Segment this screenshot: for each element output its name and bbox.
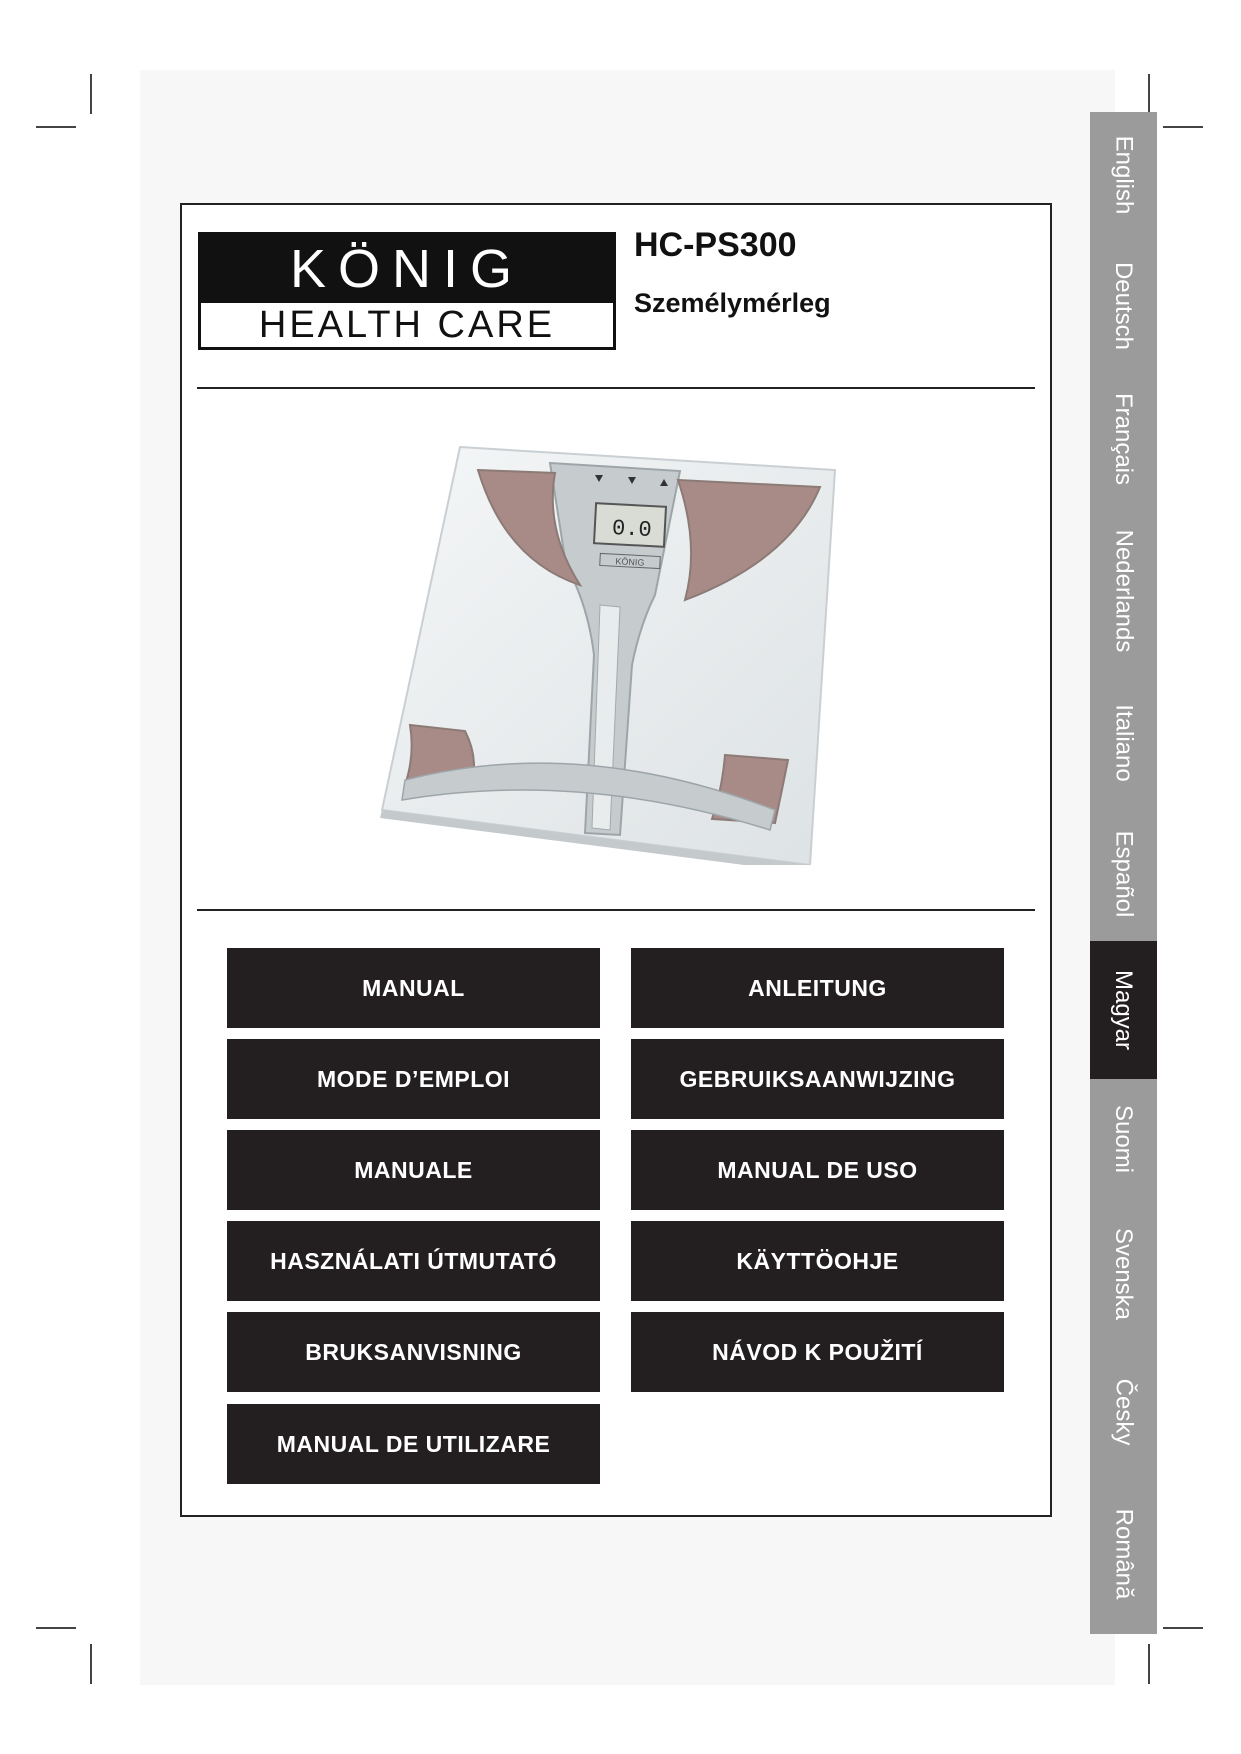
language-tab-label: Italiano bbox=[1110, 704, 1138, 782]
language-tab-strip bbox=[1090, 112, 1157, 1634]
crop-mark bbox=[1148, 1644, 1150, 1684]
crop-mark bbox=[90, 1644, 92, 1684]
manual-title-german: ANLEITUNG bbox=[631, 948, 1004, 1028]
manual-title-romanian: MANUAL DE UTILIZARE bbox=[227, 1404, 600, 1484]
language-tab-francais[interactable] bbox=[1090, 375, 1157, 503]
scale-photo bbox=[370, 435, 850, 865]
language-tab-svenska[interactable] bbox=[1090, 1199, 1157, 1349]
language-tab-label: Română bbox=[1110, 1508, 1138, 1600]
bathroom-scale-image bbox=[370, 435, 850, 865]
crop-mark bbox=[1163, 126, 1203, 128]
language-tab-cesky[interactable] bbox=[1090, 1349, 1157, 1474]
language-tab-label: Español bbox=[1110, 830, 1138, 918]
manual-title-czech: NÁVOD K POUŽITÍ bbox=[631, 1312, 1004, 1392]
scale-display-reading: 0.0 bbox=[611, 515, 653, 544]
language-tab-italiano[interactable] bbox=[1090, 679, 1157, 807]
crop-mark bbox=[36, 126, 76, 128]
crop-mark bbox=[90, 74, 92, 114]
language-tab-label: Magyar bbox=[1110, 969, 1138, 1051]
manual-title-italian: MANUALE bbox=[227, 1130, 600, 1210]
manual-title-swedish: BRUKSANVISNING bbox=[227, 1312, 600, 1392]
manual-title-english: MANUAL bbox=[227, 948, 600, 1028]
language-tab-english[interactable] bbox=[1090, 112, 1157, 237]
model-number: HC-PS300 bbox=[634, 226, 797, 264]
product-name: Személymérleg bbox=[634, 288, 831, 318]
language-tab-nederlands[interactable] bbox=[1090, 503, 1157, 679]
language-tab-label: Suomi bbox=[1110, 1104, 1138, 1174]
manual-title-french: MODE D’EMPLOI bbox=[227, 1039, 600, 1119]
logo-subtitle: HEALTH CARE bbox=[258, 304, 556, 346]
crop-mark bbox=[36, 1627, 76, 1629]
manual-title-dutch: GEBRUIKSAANWIJZING bbox=[631, 1039, 1004, 1119]
language-tab-magyar[interactable] bbox=[1090, 941, 1157, 1079]
language-tab-label: English bbox=[1110, 135, 1138, 214]
language-tab-deutsch[interactable] bbox=[1090, 237, 1157, 375]
crop-mark bbox=[1148, 74, 1150, 114]
top-divider bbox=[197, 387, 1035, 389]
logo-brand-name: KÖNIG bbox=[201, 235, 613, 303]
language-tab-espanol[interactable] bbox=[1090, 807, 1157, 941]
bottom-divider bbox=[197, 909, 1035, 911]
language-tab-label: Français bbox=[1110, 392, 1138, 486]
brand-logo bbox=[198, 232, 616, 350]
crop-mark bbox=[1163, 1627, 1203, 1629]
manual-title-finnish: KÄYTTÖOHJE bbox=[631, 1221, 1004, 1301]
language-tab-suomi[interactable] bbox=[1090, 1079, 1157, 1199]
language-tab-label: Deutsch bbox=[1110, 261, 1138, 351]
manual-title-spanish: MANUAL DE USO bbox=[631, 1130, 1004, 1210]
scale-brand-mark: KÖNIG bbox=[615, 556, 645, 568]
language-tab-label: Nederlands bbox=[1110, 529, 1138, 653]
manual-title-hungarian: HASZNÁLATI ÚTMUTATÓ bbox=[227, 1221, 600, 1301]
language-tab-label: Svenska bbox=[1110, 1227, 1138, 1321]
language-tab-romana[interactable] bbox=[1090, 1474, 1157, 1634]
language-tab-label: Česky bbox=[1110, 1378, 1138, 1445]
